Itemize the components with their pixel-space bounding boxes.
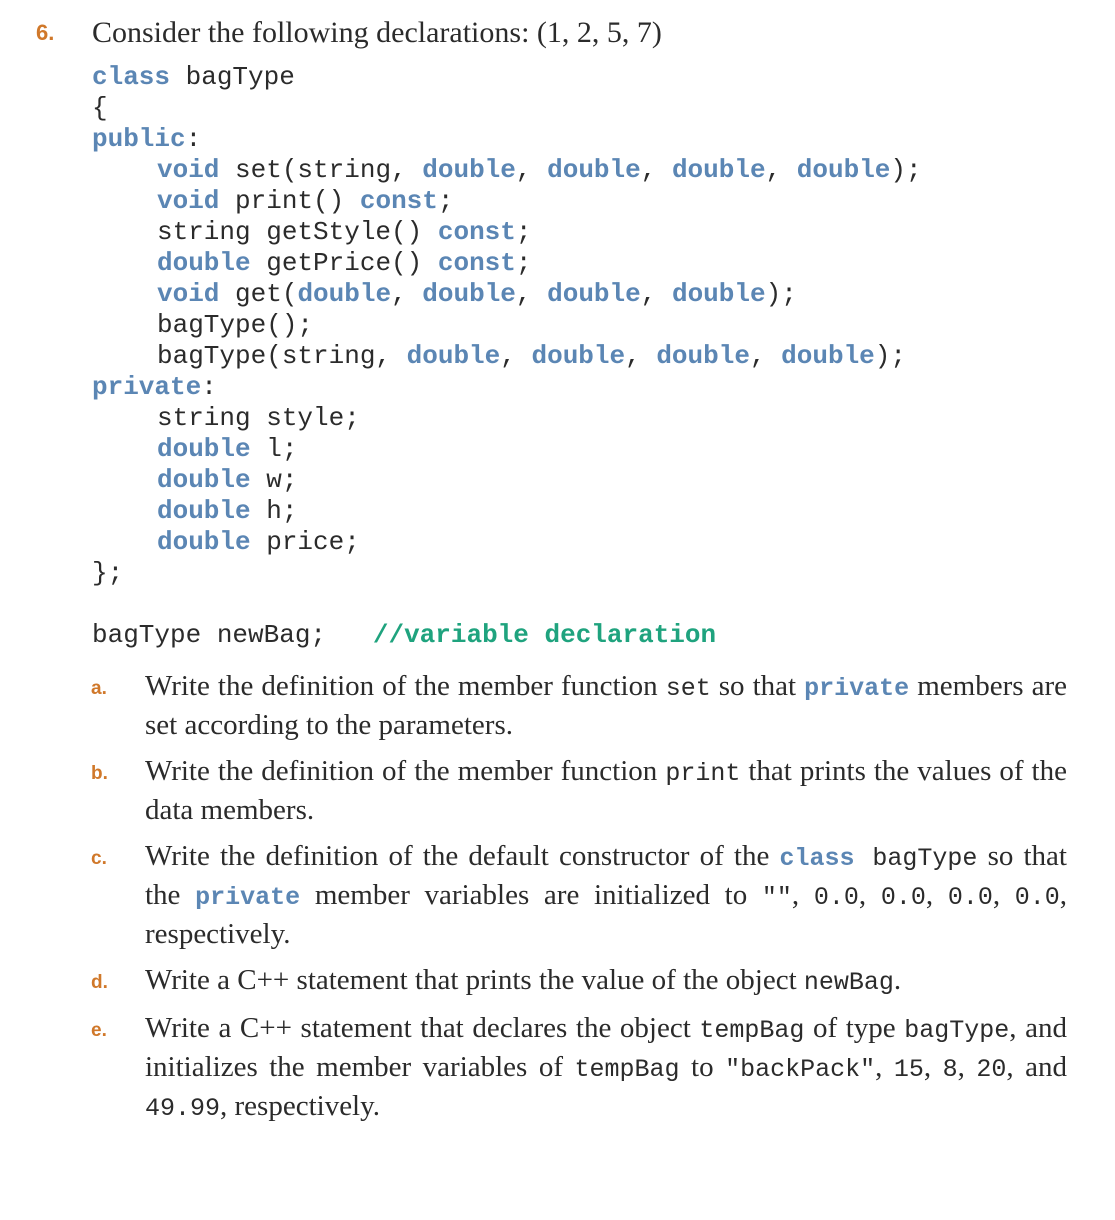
- private-colon: :: [201, 372, 217, 402]
- code-term: newBag: [803, 968, 894, 997]
- keyword-double: double: [157, 527, 251, 557]
- code-keyword: private: [804, 674, 910, 703]
- code-text: getPrice(): [250, 248, 438, 278]
- keyword-double: double: [157, 496, 251, 526]
- keyword-double: double: [656, 341, 750, 371]
- code-text: set(string,: [219, 155, 423, 185]
- code-line-set: [92, 155, 922, 186]
- public-colon: :: [185, 124, 202, 154]
- text-run: ,: [925, 879, 948, 911]
- text-run: Write the definition of the member function: [145, 670, 666, 702]
- keyword-double: double: [422, 155, 516, 185]
- text-run: Write a C++ statement that declares the object: [145, 1012, 700, 1044]
- text-run: ,: [875, 1051, 894, 1083]
- text-run: , and: [1006, 1051, 1068, 1083]
- code-line-member-style: string style;: [157, 403, 360, 433]
- code-line-getstyle: [92, 217, 922, 248]
- sub-question-label: d.: [91, 972, 108, 993]
- code-line-ctor: [92, 341, 922, 372]
- code-line-print: [92, 186, 922, 217]
- text-run: that prints the values of the data members.: [145, 755, 1067, 826]
- text-run: Write a C++ statement that prints the value of the object: [145, 964, 804, 996]
- code-text: bagType newBag;: [92, 620, 373, 650]
- keyword-double: double: [406, 341, 501, 371]
- text-run: Write the definition of the member function: [145, 755, 666, 787]
- code-text: h;: [250, 496, 298, 526]
- code-text: ;: [515, 217, 532, 247]
- code-line-member-l: [92, 434, 922, 465]
- sub-question-label: e.: [91, 1020, 107, 1041]
- text-run: , respectively.: [220, 1090, 380, 1122]
- keyword-double: double: [531, 341, 626, 371]
- code-term: 0.0: [1014, 883, 1060, 912]
- code-line-default-ctor: bagType();: [157, 310, 314, 340]
- code-line-open-brace: {: [92, 93, 108, 123]
- code-text: ;: [515, 248, 532, 278]
- sub-question-a: [0, 668, 1115, 744]
- code-keyword: class: [779, 844, 855, 873]
- code-line-member-w: [92, 465, 922, 496]
- keyword-double: double: [796, 155, 891, 185]
- code-text: ,: [515, 155, 548, 185]
- question-intro: Consider the following declarations: (1, 2, 5, 7): [92, 16, 662, 49]
- sub-question-text: [145, 838, 1067, 953]
- question-number: 6.: [36, 20, 55, 45]
- code-line-get: [92, 279, 922, 310]
- code-text: ,: [765, 155, 797, 185]
- sub-question-text: [145, 1010, 1067, 1127]
- text-run: .: [893, 964, 902, 996]
- code-text: ,: [515, 279, 548, 309]
- code-text: );: [765, 279, 797, 309]
- keyword-double: double: [157, 248, 251, 278]
- sub-question-text: [145, 753, 1067, 829]
- code-term: set: [665, 674, 711, 703]
- code-text: price;: [250, 527, 360, 557]
- keyword-double: double: [547, 279, 641, 309]
- code-term: 0.0: [880, 883, 926, 912]
- code-term: "backPack": [725, 1055, 876, 1084]
- code-text: ,: [391, 279, 423, 309]
- code-text: ,: [640, 279, 672, 309]
- sub-question-text: [145, 668, 1067, 744]
- code-text: w;: [250, 465, 298, 495]
- keyword-public: public: [92, 124, 186, 154]
- code-term: bagType: [854, 844, 978, 873]
- code-term: 20: [976, 1055, 1007, 1084]
- code-term: print: [665, 759, 741, 788]
- keyword-void: void: [157, 279, 220, 309]
- code-text: ,: [625, 341, 657, 371]
- keyword-double: double: [781, 341, 875, 371]
- code-text: print(): [219, 186, 360, 216]
- code-term: 15: [893, 1055, 924, 1084]
- code-keyword: private: [195, 883, 301, 912]
- text-run: so that the: [145, 840, 1067, 911]
- keyword-double: double: [671, 155, 766, 185]
- keyword-double: double: [157, 434, 251, 464]
- code-text: bagType(string,: [157, 341, 407, 371]
- sub-question-text: [145, 962, 1067, 1001]
- keyword-double: double: [297, 279, 392, 309]
- code-comment: //variable declaration: [372, 620, 717, 650]
- code-line-close-brace: };: [92, 558, 124, 588]
- sub-question-e: [0, 1010, 1115, 1127]
- code-line-member-price: [92, 527, 922, 558]
- code-text: get(: [219, 279, 298, 309]
- code-term: 8: [942, 1055, 958, 1084]
- code-term: tempBag: [699, 1016, 805, 1045]
- code-term: 0.0: [947, 883, 993, 912]
- text-run: , respectively.: [145, 879, 1068, 950]
- text-run: of type: [804, 1012, 905, 1044]
- text-run: ,: [957, 1051, 977, 1083]
- code-text: );: [890, 155, 922, 185]
- code-text: );: [874, 341, 907, 371]
- text-run: ,: [992, 879, 1015, 911]
- code-term: tempBag: [574, 1055, 680, 1084]
- code-line-class: [92, 62, 922, 93]
- keyword-double: double: [547, 155, 641, 185]
- code-text: l;: [250, 434, 298, 464]
- sub-question-d: [0, 962, 1115, 1001]
- code-line-var-decl: [92, 620, 922, 651]
- code-text: ;: [437, 186, 454, 216]
- keyword-const: const: [359, 186, 438, 216]
- sub-question-label: b.: [91, 763, 108, 784]
- code-line-private: [92, 372, 922, 403]
- keyword-double: double: [157, 465, 251, 495]
- text-run: so that: [710, 670, 805, 702]
- keyword-double: double: [422, 279, 516, 309]
- code-text: ,: [640, 155, 672, 185]
- sub-question-label: c.: [91, 848, 107, 869]
- sub-question-list: [0, 668, 1115, 1136]
- text-run: member variables are initialized to: [300, 879, 762, 911]
- text-run: to: [679, 1051, 726, 1083]
- code-line-getprice: [92, 248, 922, 279]
- text-run: ,: [858, 879, 881, 911]
- code-line-member-h: [92, 496, 922, 527]
- keyword-const: const: [437, 217, 516, 247]
- keyword-double: double: [671, 279, 766, 309]
- keyword-class: class: [92, 62, 171, 92]
- keyword-private: private: [92, 372, 202, 402]
- sub-question-b: [0, 753, 1115, 829]
- text-run: ,: [791, 879, 814, 911]
- keyword-void: void: [157, 186, 220, 216]
- sub-question-label: a.: [91, 678, 107, 699]
- code-term: 49.99: [145, 1094, 221, 1123]
- code-text: ,: [500, 341, 532, 371]
- sub-question-c: [0, 838, 1115, 953]
- text-run: members are set according to the parameters.: [145, 670, 1068, 741]
- text-run: ,: [923, 1051, 943, 1083]
- text-run: , and initializes the member variables of: [145, 1012, 1068, 1083]
- code-text: ,: [749, 341, 782, 371]
- keyword-void: void: [157, 155, 220, 185]
- code-term: 0.0: [813, 883, 859, 912]
- code-line-public: [92, 124, 922, 155]
- class-name: bagType: [170, 62, 295, 92]
- text-run: Write the definition of the default constructor of the: [145, 840, 780, 872]
- keyword-const: const: [437, 248, 516, 278]
- code-gap: [92, 589, 922, 620]
- code-block: [92, 62, 922, 651]
- code-term: bagType: [904, 1016, 1010, 1045]
- code-text: string getStyle(): [157, 217, 438, 247]
- code-term: "": [761, 883, 792, 912]
